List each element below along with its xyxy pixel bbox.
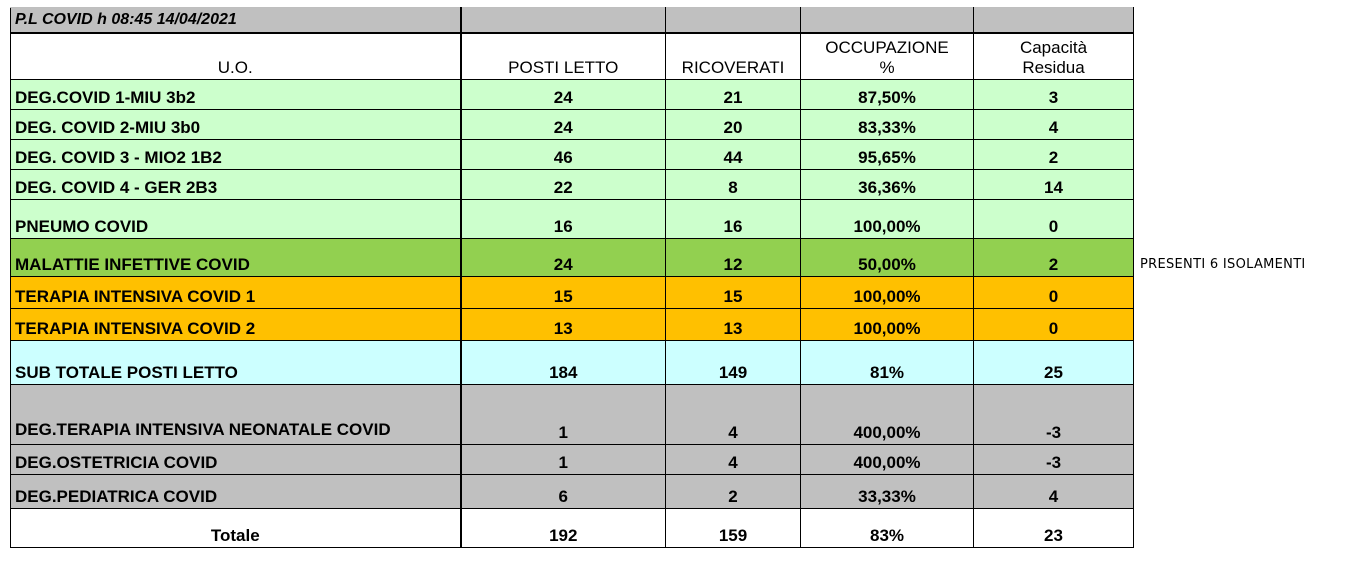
occupazione-cell: 50,00%	[801, 239, 974, 277]
table-row	[11, 200, 1134, 239]
unit-name-cell: SUB TOTALE POSTI LETTO	[11, 341, 461, 385]
occupazione-cell: 400,00%	[801, 385, 974, 445]
isolation-note: PRESENTI 6 ISOLAMENTI	[1140, 257, 1306, 272]
capacita-residua-cell: -3	[974, 385, 1134, 445]
occupazione-cell: 83,33%	[801, 110, 974, 140]
capacita-residua-cell: 25	[974, 341, 1134, 385]
capacita-residua-cell: 2	[974, 239, 1134, 277]
table-row	[11, 445, 1134, 475]
table-row	[11, 475, 1134, 509]
unit-name-cell: DEG. COVID 2-MIU 3b0	[11, 110, 461, 140]
title-blank-cell	[461, 8, 666, 33]
posti-letto-cell: 24	[461, 110, 666, 140]
unit-name-cell: TERAPIA INTENSIVA COVID 1	[11, 277, 461, 309]
unit-name-cell: DEG.PEDIATRICA COVID	[11, 475, 461, 509]
posti-letto-cell: 46	[461, 140, 666, 170]
ricoverati-cell: 13	[666, 309, 801, 341]
header-uo: U.O.	[11, 33, 461, 80]
capacita-residua-cell: 0	[974, 200, 1134, 239]
posti-letto-cell: 16	[461, 200, 666, 239]
header-capacita-line2: Residua	[1022, 58, 1085, 77]
occupazione-cell: 95,65%	[801, 140, 974, 170]
posti-letto-cell: 1	[461, 385, 666, 445]
occupazione-cell: 100,00%	[801, 309, 974, 341]
sheet-title: P.L COVID h 08:45 14/04/2021	[11, 8, 461, 33]
posti-letto-cell: 24	[461, 239, 666, 277]
posti-letto-cell: 24	[461, 80, 666, 110]
unit-name-cell: PNEUMO COVID	[11, 200, 461, 239]
covid-bed-table	[10, 7, 1134, 548]
posti-letto-cell: 1	[461, 445, 666, 475]
table-row	[11, 140, 1134, 170]
data-rows	[11, 80, 1134, 509]
title-blank-cell	[974, 8, 1134, 33]
occupazione-cell: 400,00%	[801, 445, 974, 475]
ricoverati-cell: 20	[666, 110, 801, 140]
unit-name-cell: DEG. COVID 4 - GER 2B3	[11, 170, 461, 200]
header-ricoverati: RICOVERATI	[666, 33, 801, 80]
header-capacita	[974, 33, 1134, 80]
capacita-residua-cell: 2	[974, 140, 1134, 170]
ricoverati-cell: 2	[666, 475, 801, 509]
total-ricoverati: 159	[666, 509, 801, 548]
ricoverati-cell: 16	[666, 200, 801, 239]
header-posti-letto: POSTI LETTO	[461, 33, 666, 80]
unit-name-cell: MALATTIE INFETTIVE COVID	[11, 239, 461, 277]
table-row	[11, 170, 1134, 200]
title-blank-cell	[801, 8, 974, 33]
capacita-residua-cell: 3	[974, 80, 1134, 110]
total-occupazione: 83%	[801, 509, 974, 548]
total-row	[11, 509, 1134, 548]
posti-letto-cell: 184	[461, 341, 666, 385]
ricoverati-cell: 4	[666, 385, 801, 445]
header-occupazione-line1: OCCUPAZIONE	[825, 38, 949, 57]
unit-name-cell: DEG.OSTETRICIA COVID	[11, 445, 461, 475]
posti-letto-cell: 13	[461, 309, 666, 341]
header-occupazione	[801, 33, 974, 80]
table-row	[11, 239, 1134, 277]
unit-name-cell: DEG.COVID 1-MIU 3b2	[11, 80, 461, 110]
capacita-residua-cell: -3	[974, 445, 1134, 475]
table-row	[11, 385, 1134, 445]
capacita-residua-cell: 0	[974, 277, 1134, 309]
ricoverati-cell: 8	[666, 170, 801, 200]
title-blank-cell	[666, 8, 801, 33]
total-label: Totale	[11, 509, 461, 548]
ricoverati-cell: 4	[666, 445, 801, 475]
ricoverati-cell: 12	[666, 239, 801, 277]
header-row	[11, 33, 1134, 80]
table-row	[11, 80, 1134, 110]
total-posti: 192	[461, 509, 666, 548]
header-occupazione-line2: %	[879, 58, 895, 77]
occupazione-cell: 33,33%	[801, 475, 974, 509]
ricoverati-cell: 15	[666, 277, 801, 309]
ricoverati-cell: 21	[666, 80, 801, 110]
posti-letto-cell: 6	[461, 475, 666, 509]
table-row	[11, 309, 1134, 341]
occupazione-cell: 81%	[801, 341, 974, 385]
occupazione-cell: 36,36%	[801, 170, 974, 200]
unit-name-cell: DEG. COVID 3 - MIO2 1B2	[11, 140, 461, 170]
total-capacita: 23	[974, 509, 1134, 548]
occupazione-cell: 100,00%	[801, 200, 974, 239]
table-row	[11, 110, 1134, 140]
posti-letto-cell: 15	[461, 277, 666, 309]
ricoverati-cell: 149	[666, 341, 801, 385]
ricoverati-cell: 44	[666, 140, 801, 170]
unit-name-cell: DEG.TERAPIA INTENSIVA NEONATALE COVID	[11, 385, 461, 445]
capacita-residua-cell: 4	[974, 110, 1134, 140]
table-row	[11, 341, 1134, 385]
occupazione-cell: 100,00%	[801, 277, 974, 309]
capacita-residua-cell: 4	[974, 475, 1134, 509]
capacita-residua-cell: 0	[974, 309, 1134, 341]
occupazione-cell: 87,50%	[801, 80, 974, 110]
title-row	[11, 8, 1134, 33]
table-row	[11, 277, 1134, 309]
capacita-residua-cell: 14	[974, 170, 1134, 200]
posti-letto-cell: 22	[461, 170, 666, 200]
header-capacita-line1: Capacità	[1019, 38, 1088, 57]
unit-name-cell: TERAPIA INTENSIVA COVID 2	[11, 309, 461, 341]
